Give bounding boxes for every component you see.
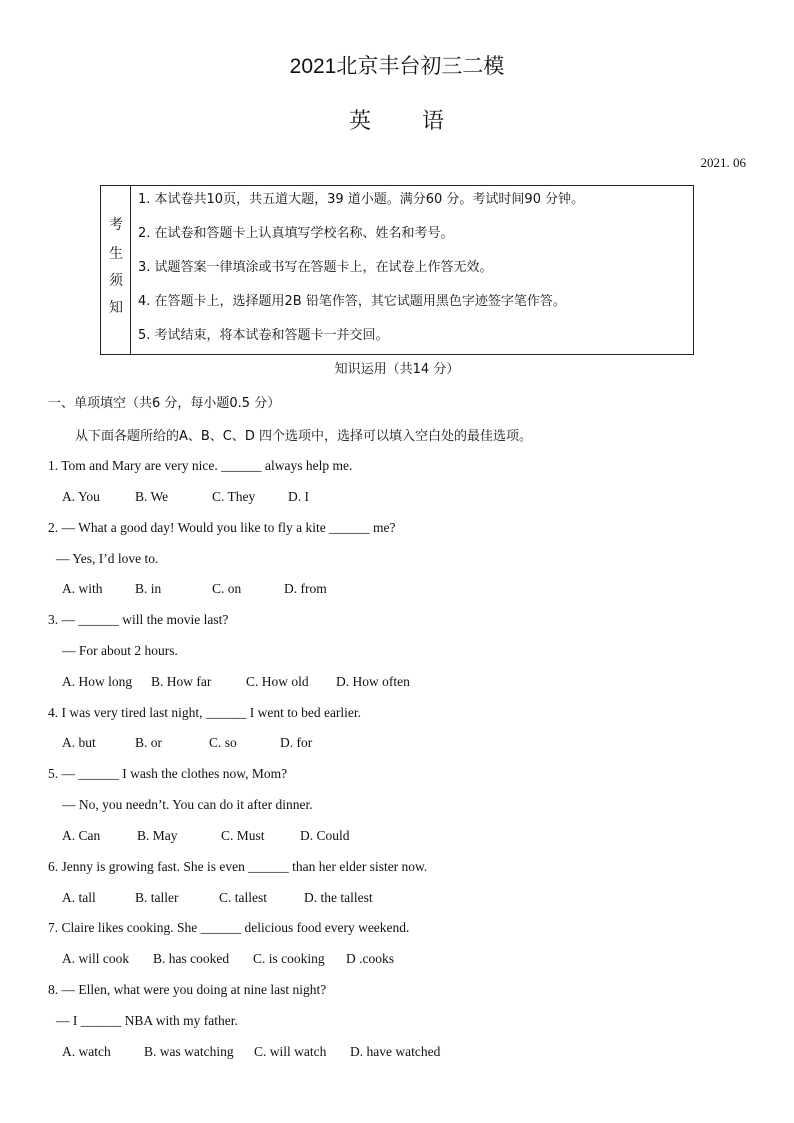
exam-date: 2021. 06 bbox=[700, 155, 746, 170]
question-stem: 3. — ______ will the movie last? bbox=[48, 612, 229, 627]
option: B. May bbox=[137, 828, 178, 843]
option: C. so bbox=[209, 735, 237, 750]
option: B. We bbox=[135, 489, 169, 504]
question-stem: 8. — Ellen, what were you doing at nine last night? bbox=[48, 982, 327, 997]
section-instruction: 从下面各题所给的A、B、C、D 四个选项中，选择可以填入空白处的最佳选项。 bbox=[75, 429, 533, 444]
exam-notice-box bbox=[100, 185, 694, 355]
question-reply: — For about 2 hours. bbox=[62, 643, 178, 658]
option: A. You bbox=[62, 489, 100, 504]
subject-char-2: 语 bbox=[422, 109, 445, 134]
option: B. taller bbox=[135, 890, 179, 905]
question-stem: 2. — What a good day! Would you like to fly a kite ______ me? bbox=[48, 520, 396, 535]
notice-label-char: 考 bbox=[109, 217, 123, 233]
option: D. How often bbox=[336, 674, 410, 689]
subject-char-1: 英 bbox=[349, 109, 372, 134]
notice-item: 1. 本试卷共10页，共五道大题，39 道小题。满分60 分。考试时间90 分钟。 bbox=[138, 192, 585, 207]
option: B. How far bbox=[151, 674, 212, 689]
option: D. have watched bbox=[350, 1044, 441, 1059]
question-stem: 1. Tom and Mary are very nice. ______ always help me. bbox=[48, 458, 353, 473]
notice-item: 3. 试题答案一律填涂或书写在答题卡上，在试卷上作答无效。 bbox=[138, 260, 493, 275]
notice-label-column bbox=[101, 186, 131, 354]
option: B. was watching bbox=[144, 1044, 234, 1059]
notice-item: 2. 在试卷和答题卡上认真填写学校名称、姓名和考号。 bbox=[138, 226, 454, 241]
notice-item: 4. 在答题卡上，选择题用2B 铅笔作答，其它试题用黑色字迹签字笔作答。 bbox=[138, 294, 566, 309]
option: C. tallest bbox=[219, 890, 267, 905]
notice-item: 5. 考试结束，将本试卷和答题卡一并交回。 bbox=[138, 328, 389, 343]
option: A. with bbox=[62, 581, 103, 596]
option: C. How old bbox=[246, 674, 309, 689]
option: D. for bbox=[280, 735, 313, 750]
question-stem: 6. Jenny is growing fast. She is even ______ than her elder sister now. bbox=[48, 859, 428, 874]
option: D .cooks bbox=[346, 951, 394, 966]
question-stem: 4. I was very tired last night, ______ I went to bed earlier. bbox=[48, 705, 362, 720]
option: D. I bbox=[288, 489, 309, 504]
question-reply: — I ______ NBA with my father. bbox=[56, 1013, 238, 1028]
option: C. on bbox=[212, 581, 242, 596]
option: C. They bbox=[212, 489, 256, 504]
option: A. tall bbox=[62, 890, 96, 905]
notice-label-char: 须 bbox=[109, 273, 123, 289]
option: D. the tallest bbox=[304, 890, 373, 905]
section-heading: 一、单项填空（共6 分，每小题0.5 分） bbox=[48, 396, 281, 411]
option: A. watch bbox=[62, 1044, 111, 1059]
option: D. from bbox=[284, 581, 327, 596]
option: C. Must bbox=[221, 828, 265, 843]
question-reply: — Yes, I’d love to. bbox=[56, 551, 159, 566]
option: B. has cooked bbox=[153, 951, 230, 966]
option: B. or bbox=[135, 735, 162, 750]
question-stem: 7. Claire likes cooking. She ______ delicious food every weekend. bbox=[48, 920, 410, 935]
option: B. in bbox=[135, 581, 162, 596]
option: D. Could bbox=[300, 828, 350, 843]
option: C. will watch bbox=[254, 1044, 327, 1059]
question-stem: 5. — ______ I wash the clothes now, Mom? bbox=[48, 766, 288, 781]
part-title: 知识运用（共14 分） bbox=[334, 362, 460, 377]
option: A. How long bbox=[62, 674, 133, 689]
exam-title: 2021北京丰台初三二模 bbox=[289, 55, 505, 78]
option: C. is cooking bbox=[253, 951, 325, 966]
option: A. but bbox=[62, 735, 96, 750]
notice-label-char: 生 bbox=[109, 246, 123, 262]
question-reply: — No, you needn’t. You can do it after dinner. bbox=[62, 797, 313, 812]
option: A. will cook bbox=[62, 951, 130, 966]
notice-label-char: 知 bbox=[109, 300, 123, 316]
option: A. Can bbox=[62, 828, 101, 843]
